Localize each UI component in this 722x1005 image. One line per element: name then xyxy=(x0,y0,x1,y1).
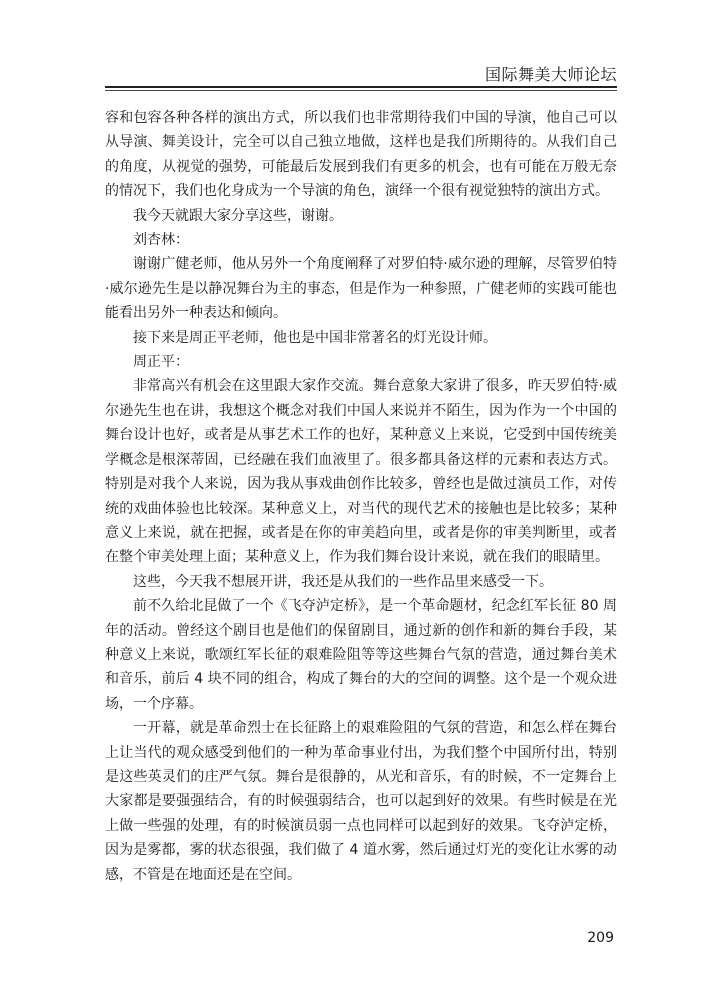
page-number: 209 xyxy=(587,930,614,946)
paragraph: 接下来是周正平老师，他也是中国非常著名的灯光设计师。 xyxy=(133,329,497,346)
paragraph: 非常高兴有机会在这里跟大家作交流。舞台意象大家讲了很多，昨天罗伯特·威尔逊先生也在讲，我想这个概念对我们中国人来说并不陌生，因为作为一个中国的舞台设计也好，或者是从事艺术工作的也好，某种意义上来说，它受到中国传统美学概念是根深蒂固，已经融在我们血液里了。很多都具备这样的元素和表达方式。特别是对我个人来说，因为我从事戏曲创作比较多，曾经也是做过演员工作，对传统的戏曲体验也比较深。某种意义上，对当代的现代艺术的接触也是比较多；某种意义上来说，就在把握，或者是在你的审美趋向里，或者是你的审美判断里，或者在整个审美处理上面；某种意义上，作为我们舞台设计来说，就在我们的眼睛里。 xyxy=(105,378,617,566)
body-text xyxy=(105,106,617,887)
header-rule-thin xyxy=(105,90,617,91)
paragraph: 这些，今天我不想展开讲，我还是从我们的一些作品里来感受一下。 xyxy=(133,573,553,590)
header-rule xyxy=(105,86,617,88)
paragraph: 容和包容各种各样的演出方式，所以我们也非常期待我们中国的导演，他自己可以从导演、舞美设计，完全可以自己独立地做，这样也是我们所期待的。从我们自己的角度，从视觉的强势，可能最后发展到我们有更多的机会，也有可能在万般无奈的情况下，我们也化身成为一个导演的角色，演绎一个很有视觉独特的演出方式。 xyxy=(105,110,617,200)
paragraph: 一开幕，就是革命烈士在长征路上的艰难险阻的气氛的营造，和怎么样在舞台上让当代的观众感受到他们的一种为革命事业付出，为我们整个中国所付出，特别是这些英灵们的庄严气氛。舞台是很静的，从光和音乐，有的时候，不一定舞台上大家都是要强强结合，有的时候强弱结合，也可以起到好的效果。有些时候是在光上做一些强的处理，有的时候演员弱一点也同样可以起到好的效果。飞夺泸定桥，因为是雾都，雾的状态很强，我们做了 4 道水雾，然后通过灯光的变化让水雾的动感，不管是在地面还是在空间。 xyxy=(105,720,617,883)
paragraph: 前不久给北昆做了一个《飞夺泸定桥》，是一个革命题材，纪念红军长征 80 周年的活动。曾经这个剧目也是他们的保留剧目，通过新的创作和新的舞台手段，某种意义上来说，歌颂红军长征的艰难险阻等等这些舞台气氛的营造，通过舞台美术和音乐，前后 4 块不同的组合，构成了舞台的大的空间的调整。这个是一个观众进场，一个序幕。 xyxy=(105,598,617,712)
speaker-label: 周正平： xyxy=(133,354,189,371)
paragraph: 谢谢广健老师，他从另外一个角度阐释了对罗伯特·威尔逊的理解，尽管罗伯特·威尔逊先生是以静况舞台为主的事态，但是作为一种参照，广健老师的实践可能也能看出另外一种表达和倾向。 xyxy=(105,256,617,322)
speaker-label: 刘杏林： xyxy=(133,232,189,249)
running-header-title: 国际舞美大师论坛 xyxy=(484,65,617,84)
paragraph: 我今天就跟大家分享这些，谢谢。 xyxy=(133,207,343,224)
